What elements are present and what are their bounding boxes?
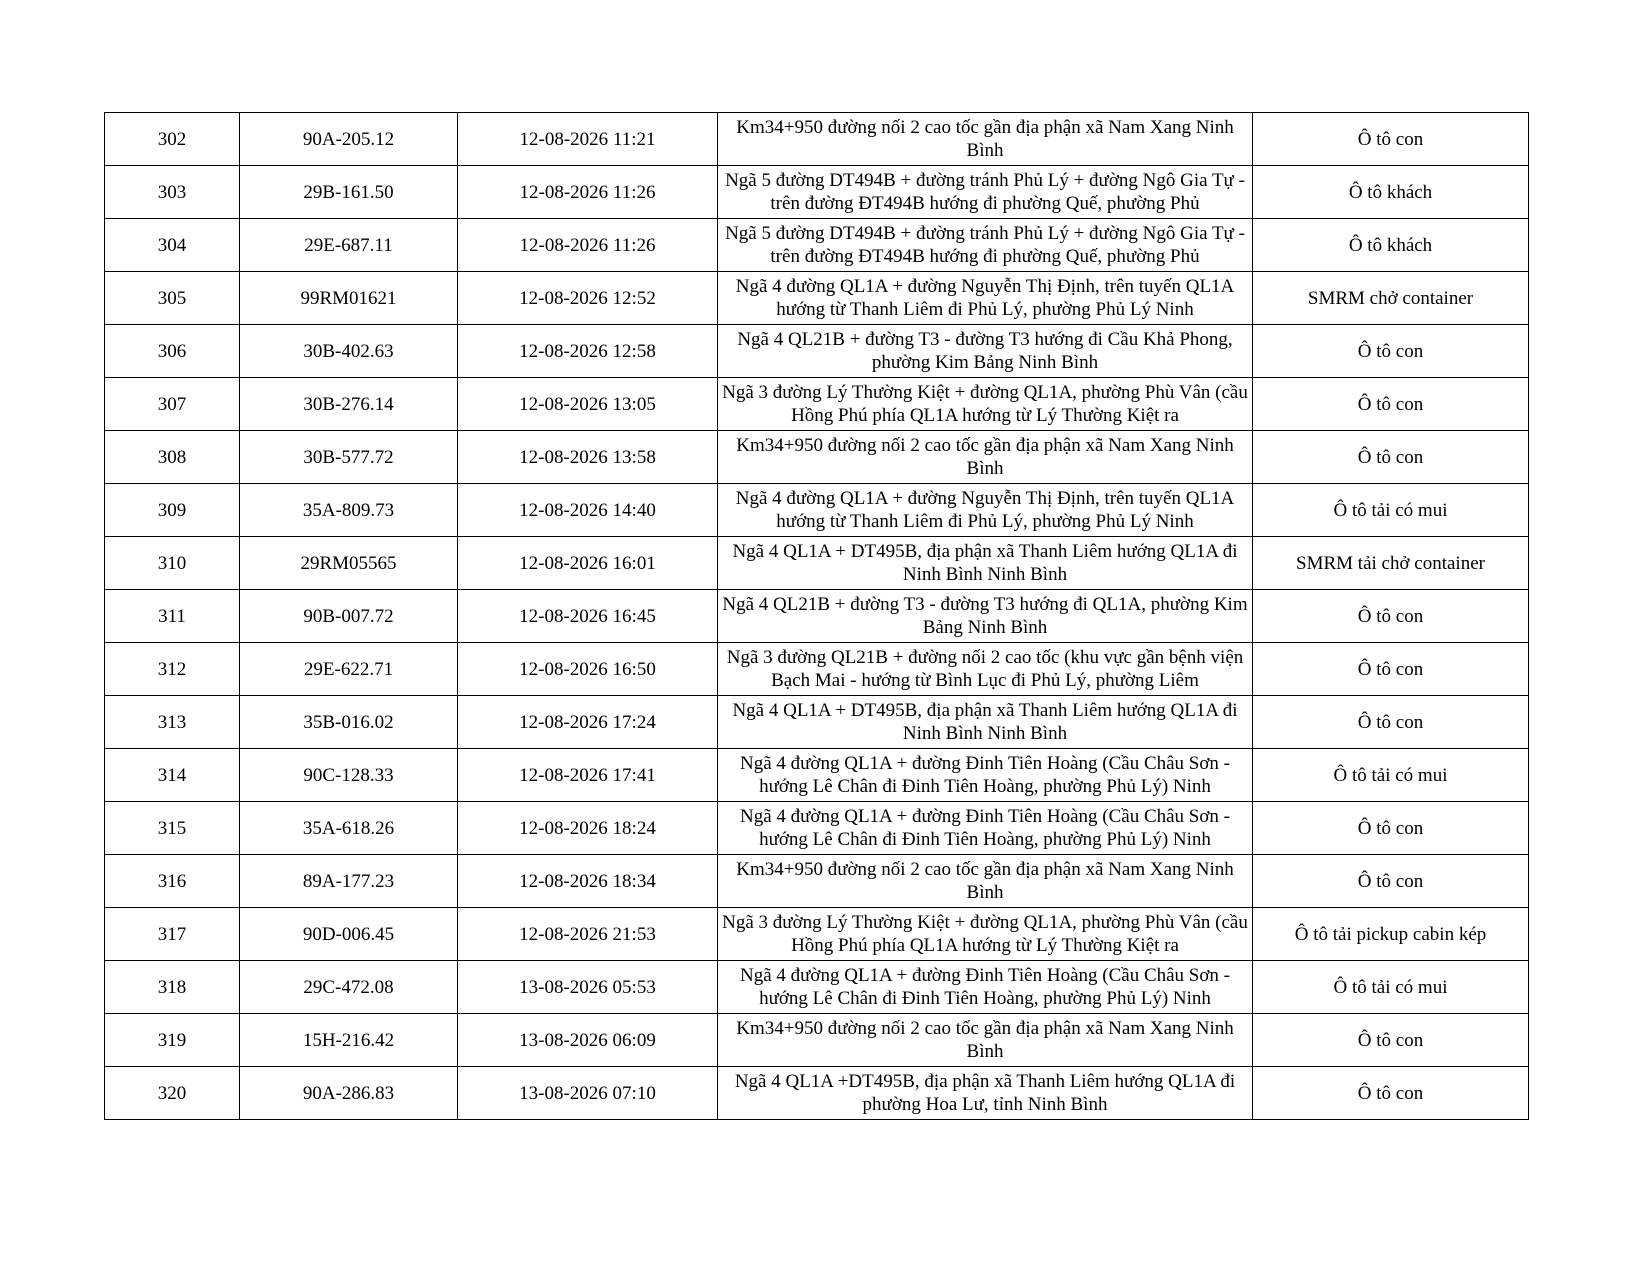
license-plate-cell: 30B-276.14 [240,378,458,431]
location-text: Km34+950 đường nối 2 cao tốc gần địa phận xã Nam Xang Ninh Bình [736,117,1234,161]
location-text: Ngã 5 đường DT494B + đường tránh Phủ Lý + đường Ngô Gia Tự - trên đường ĐT494B hướng đi phường Quế, phường Phủ [725,170,1245,214]
table-row [105,961,1529,1014]
vehicle-type-cell: Ô tô con [1253,113,1529,166]
violation-time-cell: 12-08-2026 14:40 [458,484,718,537]
row-number-cell: 309 [105,484,240,537]
violation-time-cell: 12-08-2026 12:52 [458,272,718,325]
row-number-cell: 312 [105,643,240,696]
vehicle-type-cell: Ô tô con [1253,431,1529,484]
table-row [105,802,1529,855]
violation-time-cell: 12-08-2026 13:05 [458,378,718,431]
license-plate-cell: 90D-006.45 [240,908,458,961]
location-text: Ngã 4 đường QL1A + đường Đinh Tiên Hoàng (Cầu Châu Sơn - hướng Lê Chân đi Đinh Tiên Hoàng, phường Phủ Lý) Ninh [739,753,1230,797]
license-plate-cell: 90B-007.72 [240,590,458,643]
table-row [105,325,1529,378]
table-row [105,643,1529,696]
vehicle-type-cell: Ô tô tải có mui [1253,961,1529,1014]
license-plate-cell: 99RM01621 [240,272,458,325]
license-plate-cell: 29E-622.71 [240,643,458,696]
location-cell [718,378,1253,431]
location-text: Ngã 4 QL21B + đường T3 - đường T3 hướng đi QL1A, phường Kim Bảng Ninh Bình [722,594,1248,638]
location-cell [718,643,1253,696]
location-cell [718,325,1253,378]
location-text: Ngã 4 đường QL1A + đường Nguyễn Thị Định, trên tuyến QL1A hướng từ Thanh Liêm đi Phủ Lý, phường Phủ Lý Ninh [735,276,1235,320]
violation-time-cell: 12-08-2026 17:24 [458,696,718,749]
violation-time-cell: 12-08-2026 21:53 [458,908,718,961]
license-plate-cell: 29RM05565 [240,537,458,590]
vehicle-type-cell: Ô tô con [1253,378,1529,431]
license-plate-cell: 30B-402.63 [240,325,458,378]
row-number-cell: 307 [105,378,240,431]
row-number-cell: 316 [105,855,240,908]
vehicle-type-cell: Ô tô con [1253,590,1529,643]
violation-table [104,112,1529,1120]
location-cell [718,696,1253,749]
violation-time-cell: 13-08-2026 06:09 [458,1014,718,1067]
violation-time-cell: 12-08-2026 13:58 [458,431,718,484]
violation-time-cell: 13-08-2026 05:53 [458,961,718,1014]
vehicle-type-cell: Ô tô con [1253,1014,1529,1067]
license-plate-cell: 89A-177.23 [240,855,458,908]
location-text: Km34+950 đường nối 2 cao tốc gần địa phận xã Nam Xang Ninh Bình [736,859,1234,903]
location-cell [718,272,1253,325]
location-text: Km34+950 đường nối 2 cao tốc gần địa phận xã Nam Xang Ninh Bình [736,1018,1234,1062]
vehicle-type-cell: Ô tô con [1253,643,1529,696]
row-number-cell: 314 [105,749,240,802]
violation-time-cell: 12-08-2026 11:26 [458,166,718,219]
row-number-cell: 315 [105,802,240,855]
table-row [105,378,1529,431]
vehicle-type-cell: SMRM chở container [1253,272,1529,325]
vehicle-type-cell: Ô tô khách [1253,219,1529,272]
table-row [105,855,1529,908]
location-cell [718,113,1253,166]
row-number-cell: 304 [105,219,240,272]
location-cell [718,961,1253,1014]
violation-time-cell: 13-08-2026 07:10 [458,1067,718,1120]
violation-time-cell: 12-08-2026 18:34 [458,855,718,908]
row-number-cell: 308 [105,431,240,484]
vehicle-type-cell: Ô tô tải có mui [1253,749,1529,802]
vehicle-type-cell: Ô tô con [1253,855,1529,908]
table-row [105,908,1529,961]
location-text: Ngã 4 đường QL1A + đường Đinh Tiên Hoàng (Cầu Châu Sơn - hướng Lê Chân đi Đinh Tiên Hoàng, phường Phủ Lý) Ninh [739,965,1230,1009]
violation-time-cell: 12-08-2026 17:41 [458,749,718,802]
license-plate-cell: 35A-618.26 [240,802,458,855]
location-cell [718,855,1253,908]
vehicle-type-cell: Ô tô con [1253,1067,1529,1120]
table-row [105,590,1529,643]
violation-time-cell: 12-08-2026 16:01 [458,537,718,590]
table-row [105,272,1529,325]
violation-time-cell: 12-08-2026 11:26 [458,219,718,272]
license-plate-cell: 90A-286.83 [240,1067,458,1120]
vehicle-type-cell: Ô tô con [1253,696,1529,749]
location-text: Ngã 4 đường QL1A + đường Nguyễn Thị Định, trên tuyến QL1A hướng từ Thanh Liêm đi Phủ Lý, phường Phủ Lý Ninh [735,488,1235,532]
row-number-cell: 305 [105,272,240,325]
location-cell [718,537,1253,590]
location-cell [718,166,1253,219]
location-cell [718,802,1253,855]
row-number-cell: 318 [105,961,240,1014]
location-cell [718,219,1253,272]
row-number-cell: 319 [105,1014,240,1067]
license-plate-cell: 30B-577.72 [240,431,458,484]
license-plate-cell: 29C-472.08 [240,961,458,1014]
violation-time-cell: 12-08-2026 16:50 [458,643,718,696]
table-row [105,1014,1529,1067]
location-text: Ngã 3 đường Lý Thường Kiệt + đường QL1A, phường Phù Vân (cầu Hồng Phú phía QL1A hướng từ Lý Thường Kiệt ra [722,912,1248,956]
violation-time-cell: 12-08-2026 12:58 [458,325,718,378]
row-number-cell: 313 [105,696,240,749]
license-plate-cell: 90A-205.12 [240,113,458,166]
location-cell [718,1067,1253,1120]
location-cell [718,484,1253,537]
location-text: Km34+950 đường nối 2 cao tốc gần địa phận xã Nam Xang Ninh Bình [736,435,1234,479]
location-cell [718,908,1253,961]
location-text: Ngã 4 QL1A +DT495B, địa phận xã Thanh Liêm hướng QL1A đi phường Hoa Lư, tỉnh Ninh Bình [734,1071,1236,1115]
table-row [105,113,1529,166]
violation-time-cell: 12-08-2026 11:21 [458,113,718,166]
license-plate-cell: 35A-809.73 [240,484,458,537]
table-row [105,484,1529,537]
location-cell [718,749,1253,802]
table-row [105,749,1529,802]
location-text: Ngã 4 đường QL1A + đường Đinh Tiên Hoàng (Cầu Châu Sơn - hướng Lê Chân đi Đinh Tiên Hoàng, phường Phủ Lý) Ninh [739,806,1230,850]
table-row [105,219,1529,272]
license-plate-cell: 29B-161.50 [240,166,458,219]
vehicle-type-cell: Ô tô khách [1253,166,1529,219]
license-plate-cell: 15H-216.42 [240,1014,458,1067]
license-plate-cell: 35B-016.02 [240,696,458,749]
row-number-cell: 306 [105,325,240,378]
row-number-cell: 303 [105,166,240,219]
location-cell [718,590,1253,643]
location-cell [718,1014,1253,1067]
row-number-cell: 320 [105,1067,240,1120]
location-cell [718,431,1253,484]
table-body [105,113,1529,1120]
location-text: Ngã 3 đường QL21B + đường nối 2 cao tốc (khu vực gần bệnh viện Bạch Mai - hướng từ Bình Lục đi Phủ Lý, phường Liêm [726,647,1244,691]
vehicle-type-cell: Ô tô tải pickup cabin kép [1253,908,1529,961]
vehicle-type-cell: Ô tô con [1253,802,1529,855]
row-number-cell: 310 [105,537,240,590]
table-row [105,166,1529,219]
row-number-cell: 302 [105,113,240,166]
row-number-cell: 311 [105,590,240,643]
violation-time-cell: 12-08-2026 16:45 [458,590,718,643]
vehicle-type-cell: Ô tô con [1253,325,1529,378]
document-page [104,112,1528,1120]
table-row [105,431,1529,484]
vehicle-type-cell: SMRM tải chở container [1253,537,1529,590]
vehicle-type-cell: Ô tô tải có mui [1253,484,1529,537]
license-plate-cell: 29E-687.11 [240,219,458,272]
location-text: Ngã 4 QL1A + DT495B, địa phận xã Thanh Liêm hướng QL1A đi Ninh Bình Ninh Bình [732,700,1238,744]
table-row [105,696,1529,749]
location-text: Ngã 5 đường DT494B + đường tránh Phủ Lý + đường Ngô Gia Tự - trên đường ĐT494B hướng đi phường Quế, phường Phủ [725,223,1245,267]
location-text: Ngã 4 QL1A + DT495B, địa phận xã Thanh Liêm hướng QL1A đi Ninh Bình Ninh Bình [732,541,1238,585]
license-plate-cell: 90C-128.33 [240,749,458,802]
table-row [105,1067,1529,1120]
table-row [105,537,1529,590]
location-text: Ngã 3 đường Lý Thường Kiệt + đường QL1A, phường Phù Vân (cầu Hồng Phú phía QL1A hướng từ Lý Thường Kiệt ra [722,382,1248,426]
location-text: Ngã 4 QL21B + đường T3 - đường T3 hướng đi Cầu Khả Phong, phường Kim Bảng Ninh Bình [737,329,1233,373]
violation-time-cell: 12-08-2026 18:24 [458,802,718,855]
row-number-cell: 317 [105,908,240,961]
